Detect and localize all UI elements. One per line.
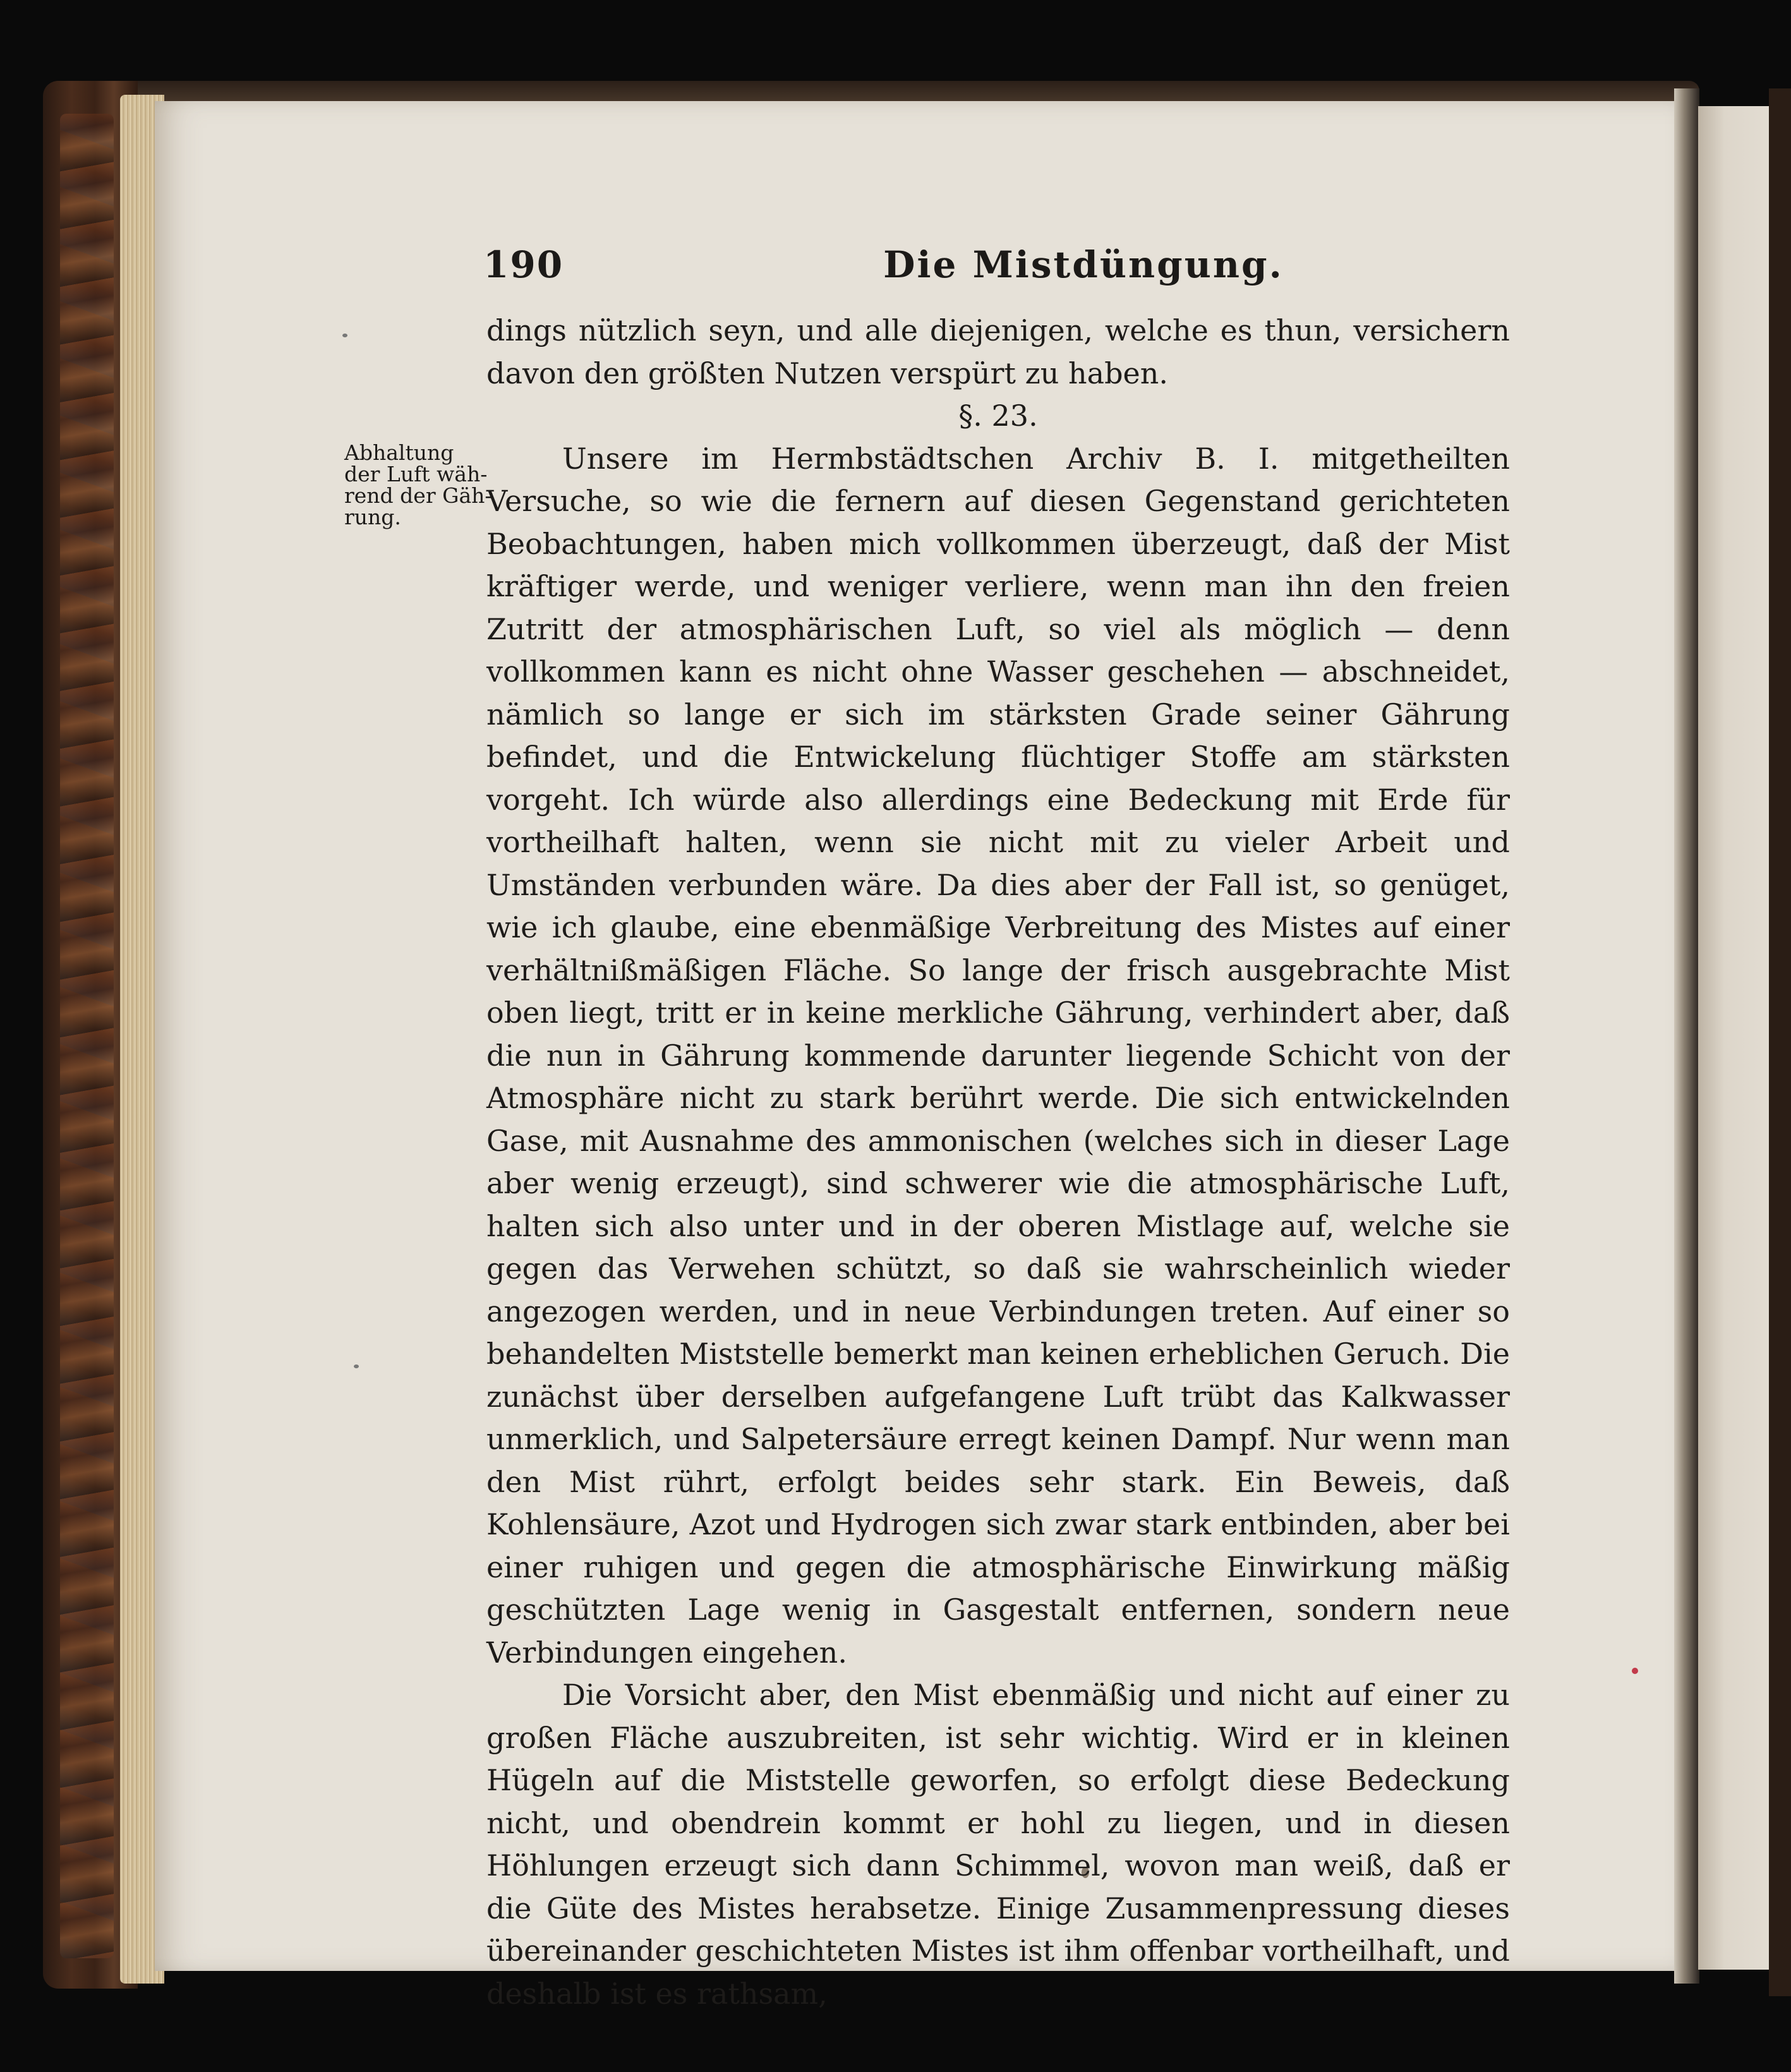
margin-note-line: Abhaltung xyxy=(344,440,454,465)
paragraph: Die Vorsicht aber, den Mist ebenmäßig und nicht auf einer zu großen Fläche auszubreiten, ist sehr wichtig. Wird er in kleinen Hügeln auf die Miststelle geworfen, so erfolgt diese Bedeckung nicht, und obendrein kommt er hohl zu liegen, und in diesen Höhlungen erzeugt sich dann Schimmel, wovon man weiß, daß er die Güte des Mistes herabsetze. Einige Zusammenpressung dieses übereinander geschichteten Mistes ist ihm offenbar vortheilhaft, und deshalb ist es rathsam, xyxy=(486,1678,1510,2011)
book-gutter xyxy=(1674,88,1699,1984)
paper-speck xyxy=(354,1364,359,1368)
paper-speck xyxy=(342,334,347,337)
page-number: 190 xyxy=(483,243,564,286)
margin-note-line: rung. xyxy=(344,505,401,529)
paragraph-continued: dings nützlich seyn, und alle diejenigen, welche es thun, versichern davon den größten Nutzen verspürt zu haben. xyxy=(486,313,1510,390)
running-head xyxy=(483,243,1519,294)
body-text xyxy=(486,310,1510,2015)
page-title: Die Mistdüngung. xyxy=(883,243,1284,286)
margin-note xyxy=(344,440,492,529)
facing-cover xyxy=(1769,88,1791,1996)
paragraph: Unsere im Hermbstädtschen Archiv B. I. mitgetheilten Versuche, so wie die fernern auf diesen Gegenstand gerichteten Beobachtungen, haben mich vollkommen überzeugt, daß der Mist kräftiger werde, und weniger verliere, wenn man ihn den freien Zutritt der atmosphärischen Luft, so viel als möglich — denn vollkommen kann es nicht ohne Wasser geschehen — abschneidet, nämlich so lange er sich im stärksten Grade seiner Gährung befindet, und die Entwickelung flüchtiger Stoffe am stärksten vorgeht. Ich würde also allerdings eine Bedeckung mit Erde für vortheilhaft halten, wenn sie nicht mit zu vieler Arbeit und Umständen verbunden wäre. Da dies aber der Fall ist, so genüget, wie ich glaube, eine ebenmäßige Verbreitung des Mistes auf einer verhältnißmäßigen Fläche. So lange der frisch ausgebrachte Mist oben liegt, tritt er in keine merkliche Gährung, verhindert aber, daß die nun in Gährung kommende darunter liegende Schicht von der Atmosphäre nicht zu stark berührt werde. Die sich entwickelnden Gase, mit Ausnahme des ammonischen (welches sich in dieser Lage aber wenig erzeugt), sind schwerer wie die atmosphärische Luft, halten sich also unter und in der oberen Mistlage auf, welche sie gegen das Verwehen schützt, so daß sie wahrscheinlich wieder angezogen werden, und in neue Verbindungen treten. Auf einer so behandelten Miststelle bemerkt man keinen erheblichen Geruch. Die zunächst über derselben aufgefangene Luft trübt das Kalkwasser unmerklich, und Salpetersäure erregt keinen Dampf. Nur wenn man den Mist rührt, erfolgt beides sehr stark. Ein Beweis, daß Kohlensäure, Azot und Hydrogen sich zwar stark entbinden, aber bei einer ruhigen und gegen die atmosphärische Einwirkung mäßig geschützten Lage wenig in Gasgestalt entfernen, sondern neue Verbindungen eingehen. xyxy=(486,441,1510,1670)
section-heading: §. 23. xyxy=(958,399,1038,433)
margin-note-line: rend der Gäh- xyxy=(344,483,492,508)
marbled-edge xyxy=(60,114,114,1958)
paper-speck xyxy=(1632,1668,1638,1674)
facing-page xyxy=(1698,106,1774,1970)
margin-note-line: der Luft wäh- xyxy=(344,462,488,486)
